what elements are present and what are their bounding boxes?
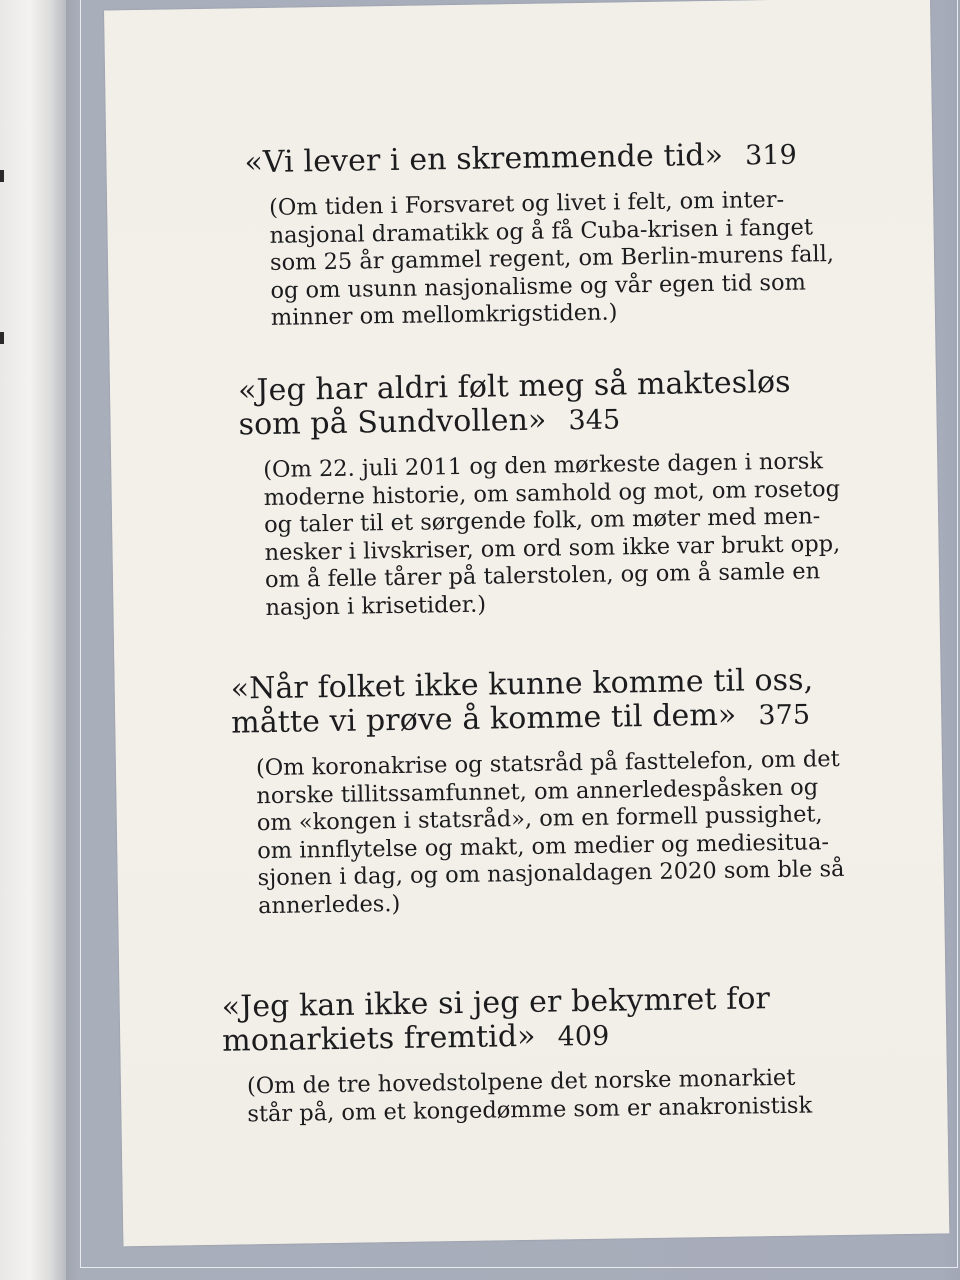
desc-line: (Om de tre hovedstolpene det norske monarkiet — [246, 1064, 796, 1100]
facing-page-mark — [0, 332, 4, 344]
facing-page-edge — [0, 0, 66, 1280]
desc-line: og taler til et sørgende folk, om møter med men- — [263, 503, 821, 539]
entry-description — [256, 746, 845, 920]
desc-line: (Om koronakrise og statsråd på fasttelefon, om det — [255, 746, 840, 782]
toc-entry — [244, 137, 835, 333]
entry-description — [263, 448, 842, 622]
toc-entry — [230, 663, 845, 921]
entry-description — [247, 1065, 813, 1129]
entry-title-line: monarkiets fremtid» 409 — [221, 1018, 610, 1059]
entry-page-number: 375 — [758, 699, 811, 732]
entry-title-line: «Jeg har aldri følt meg så maktesløs — [237, 364, 791, 409]
desc-line: sjonen i dag, og om nasjonaldagen 2020 som ble så — [257, 855, 845, 892]
desc-line: om innflytelse og makt, om medier og mediesitua- — [257, 828, 830, 864]
desc-line: nesker i livskriser, om ord som ikke var brukt opp, — [264, 530, 841, 566]
entry-title-line: «Vi lever i en skremmende tid» 319 — [244, 137, 798, 181]
entry-page-number: 409 — [557, 1020, 610, 1053]
entry-title-line: som på Sundvollen» 345 — [238, 402, 621, 443]
entry-title-line: «Når folket ikke kunne komme til oss, — [230, 662, 814, 707]
desc-line: står på, om et kongedømme som er anakronistisk — [247, 1092, 813, 1127]
entry-title-line: måtte vi prøve å komme til dem» 375 — [230, 697, 811, 741]
facing-page-mark — [0, 170, 4, 182]
desc-line: moderne historie, om samhold og mot, om rosetog — [263, 475, 841, 511]
desc-line: og om usunn nasjonalisme og vår egen tid som — [270, 268, 807, 304]
desc-line: nasjon i krisetider.) — [265, 591, 487, 621]
desc-line: norske tillitssamfunnet, om annerledespåsken og — [256, 773, 819, 809]
toc-page — [104, 0, 949, 1246]
entry-title — [238, 365, 839, 443]
entry-title — [244, 137, 832, 181]
desc-line: om å felle tårer på talerstolen, og om å samle en — [264, 558, 821, 594]
entry-title-line: «Jeg kan ikke si jeg er bekymret for — [221, 981, 771, 1025]
entry-description — [269, 186, 835, 332]
entry-title — [221, 982, 811, 1060]
toc-entry — [221, 982, 812, 1129]
desc-line: som 25 år gammel regent, om Berlin-murens fall, — [269, 241, 835, 276]
desc-line: annerledes.) — [257, 890, 401, 919]
desc-line: (Om 22. juli 2011 og den mørkeste dagen i norsk — [263, 448, 824, 484]
toc-entry — [238, 365, 842, 622]
desc-line: minner om mellomkrigstiden.) — [270, 299, 618, 331]
entry-page-number: 345 — [568, 404, 621, 437]
entry-title — [230, 663, 842, 742]
desc-line: om «kongen i statsråd», om en formell pussighet, — [256, 801, 823, 837]
entry-page-number: 319 — [744, 139, 798, 172]
desc-line: (Om tiden i Forsvaret og livet i felt, om inter- — [268, 186, 785, 221]
desc-line: nasjonal dramatikk og å få Cuba-krisen i fanget — [269, 213, 814, 249]
